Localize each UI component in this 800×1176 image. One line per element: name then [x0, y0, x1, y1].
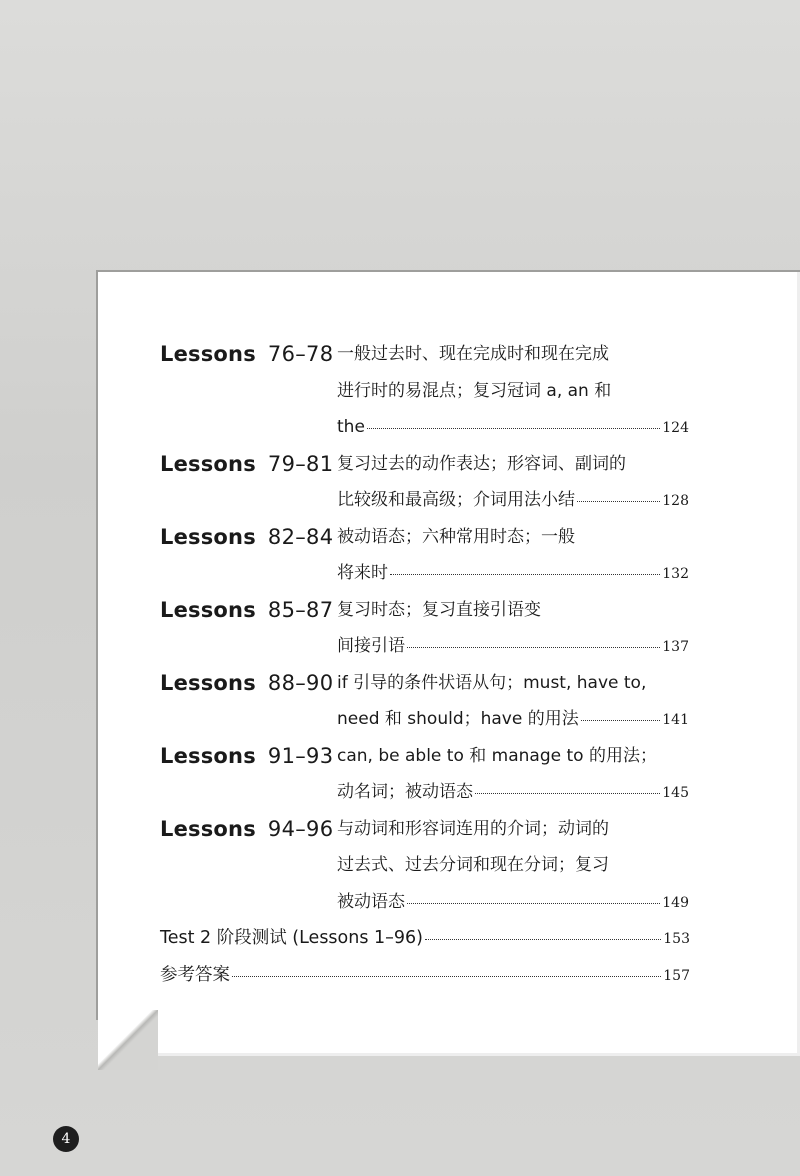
- lesson-word: Lessons: [160, 670, 256, 695]
- description-text: 与动词和形容词连用的介词；动词的: [337, 818, 609, 839]
- description-line: [337, 628, 689, 665]
- description-text: 动名词；被动语态: [337, 782, 473, 802]
- toc-entry: [160, 519, 700, 592]
- description-line: [337, 701, 689, 738]
- dot-leader: [425, 938, 661, 940]
- description-text: 被动语态；六种常用时态；一般: [337, 526, 575, 547]
- description-line: [337, 555, 689, 592]
- description-line: [337, 884, 689, 921]
- lesson-range: 82–84: [267, 524, 334, 549]
- description-line: [337, 446, 689, 483]
- description-text: if 引导的条件状语从句；must, have to,: [337, 672, 647, 693]
- dot-leader: [577, 500, 660, 502]
- lesson-range-label: [160, 811, 333, 847]
- description-text: 被动语态: [337, 891, 405, 912]
- description-text: 复习时态；复习直接引语变: [337, 599, 541, 620]
- entry-description: [337, 446, 689, 519]
- lesson-word: Lessons: [160, 743, 256, 768]
- entry-description: [337, 592, 689, 665]
- entry-description: [337, 336, 689, 446]
- toc-entry: [160, 592, 700, 665]
- description-line: [337, 738, 689, 775]
- page-reference: 132: [662, 566, 689, 582]
- page-reference: 157: [663, 967, 690, 984]
- lesson-word: Lessons: [160, 597, 256, 622]
- entry-description: [337, 738, 689, 811]
- lesson-range-label: [160, 336, 333, 372]
- description-text: can, be able to 和 manage to 的用法；: [337, 745, 657, 766]
- description-text: 过去式、过去分词和现在分词；复习: [337, 855, 609, 875]
- lesson-word: Lessons: [160, 342, 256, 366]
- description-line: [337, 409, 689, 446]
- description-text: 进行时的易混点；复习冠词 a, an 和: [337, 380, 612, 401]
- description-line: [337, 811, 689, 848]
- entry-description: [337, 811, 689, 921]
- entry-title: Test 2 阶段测试 (Lessons 1–96): [160, 928, 424, 948]
- lesson-range: 85–87: [267, 597, 334, 622]
- toc-entry: [160, 738, 700, 811]
- description-text: 复习过去的动作表达；形容词、副词的: [337, 453, 626, 474]
- description-line: [337, 373, 689, 410]
- description-text: need 和 should；have 的用法: [337, 709, 579, 729]
- description-line: [337, 774, 689, 811]
- page-reference: 137: [662, 639, 689, 655]
- dot-leader: [390, 573, 660, 575]
- toc-entry-plain: [160, 920, 690, 956]
- page-reference: 149: [662, 894, 689, 911]
- page-reference: 128: [662, 493, 689, 509]
- lesson-range: 79–81: [267, 451, 334, 476]
- toc-entry: [160, 811, 700, 921]
- description-line: [337, 482, 689, 519]
- dot-leader: [581, 719, 661, 721]
- description-line: [337, 519, 689, 556]
- lesson-range: 94–96: [267, 816, 334, 841]
- description-text: the: [337, 417, 365, 437]
- lesson-range-label: [160, 446, 333, 482]
- entry-description: [337, 665, 689, 738]
- description-text: 间接引语: [337, 636, 405, 656]
- lesson-range: 88–90: [267, 670, 334, 695]
- entry-description: [337, 519, 689, 592]
- lesson-range: 76–78: [267, 342, 334, 366]
- page-reference: 124: [662, 420, 689, 436]
- lesson-range-label: [160, 665, 333, 701]
- page-number-badge: 4: [53, 1126, 79, 1152]
- dot-leader: [367, 427, 660, 429]
- page-reference: 145: [662, 785, 689, 801]
- dot-leader: [232, 975, 661, 977]
- lesson-range-label: [160, 738, 333, 774]
- entry-title: 参考答案: [160, 964, 230, 985]
- dot-leader: [407, 902, 660, 904]
- description-line: [337, 592, 689, 629]
- page-fold-corner: [98, 1010, 158, 1070]
- lesson-range-label: [160, 592, 333, 628]
- toc-entry: [160, 336, 700, 446]
- description-line: [337, 336, 689, 373]
- description-line: [337, 847, 689, 884]
- lesson-word: Lessons: [160, 451, 256, 476]
- lesson-range: 91–93: [267, 743, 334, 768]
- lesson-word: Lessons: [160, 816, 256, 841]
- description-line: [337, 665, 689, 702]
- lesson-range-label: [160, 519, 333, 555]
- description-text: 将来时: [337, 563, 388, 583]
- toc-entry: [160, 446, 700, 519]
- page-reference: 153: [663, 931, 690, 947]
- page-reference: 141: [662, 712, 689, 728]
- dot-leader: [475, 792, 660, 794]
- dot-leader: [407, 646, 660, 648]
- toc-entry: [160, 665, 700, 738]
- toc-entry-plain: [160, 957, 690, 993]
- description-text: 比较级和最高级；介词用法小结: [337, 490, 575, 510]
- description-text: 一般过去时、现在完成时和现在完成: [337, 344, 609, 364]
- lesson-word: Lessons: [160, 524, 256, 549]
